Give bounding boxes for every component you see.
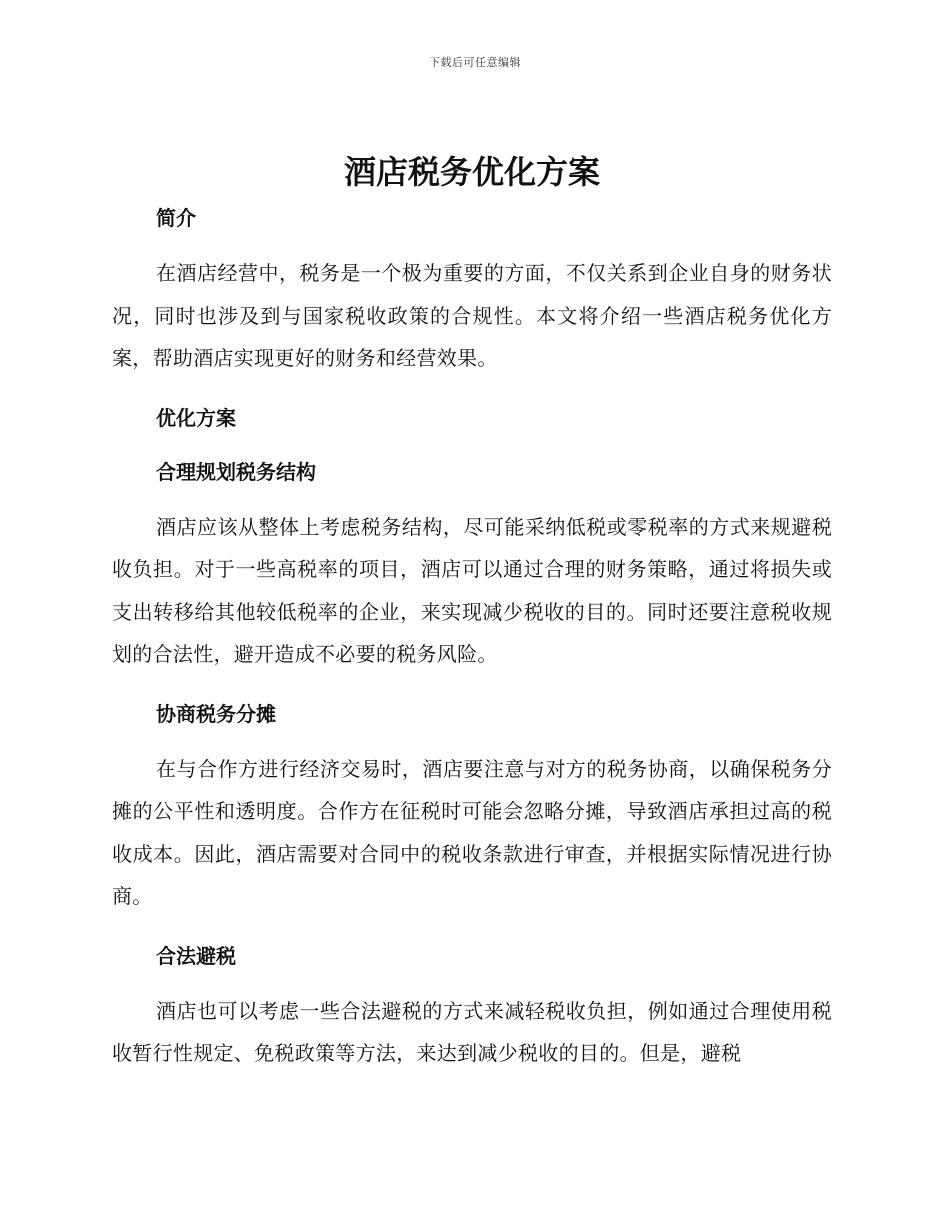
- section-heading-tax-sharing: 协商税务分摊: [156, 701, 276, 726]
- paragraph-tax-structure: 酒店应该从整体上考虑税务结构，尽可能采纳低税或零税率的方式来规避税收负担。对于一些高税率的项目，酒店可以通过合理的财务策略，通过将损失或支出转移给其他较低税率的企业，来实现减少税收的目的。同时还要注意税收规划的合法性，避开造成不必要的税务风险。: [112, 514, 832, 666]
- paragraph-intro: 在酒店经营中，税务是一个极为重要的方面，不仅关系到企业自身的财务状况，同时也涉及到与国家税收政策的合规性。本文将介绍一些酒店税务优化方案，帮助酒店实现更好的财务和经营效果。: [112, 261, 832, 370]
- document-title: 酒店税务优化方案: [343, 153, 600, 191]
- section-heading-tax-structure: 合理规划税务结构: [156, 459, 316, 484]
- paragraph-legal-avoidance: 酒店也可以考虑一些合法避税的方式来减轻税收负担，例如通过合理使用税收暂行性规定、免税政策等方法，来达到减少税收的目的。但是，避税: [112, 998, 832, 1065]
- section-heading-legal-avoidance: 合法避税: [156, 943, 236, 968]
- document-body: [112, 148, 832, 1075]
- header-note: 下载后可任意编辑: [429, 56, 521, 69]
- section-heading-intro: 简介: [156, 206, 196, 230]
- paragraph-tax-sharing: 在与合作方进行经济交易时，酒店要注意与对方的税务协商，以确保税务分摊的公平性和透明度。合作方在征税时可能会忽略分摊，导致酒店承担过高的税收成本。因此，酒店需要对合同中的税收条款进行审查，并根据实际情况进行协商。: [112, 756, 832, 908]
- section-heading-plan: 优化方案: [156, 405, 236, 430]
